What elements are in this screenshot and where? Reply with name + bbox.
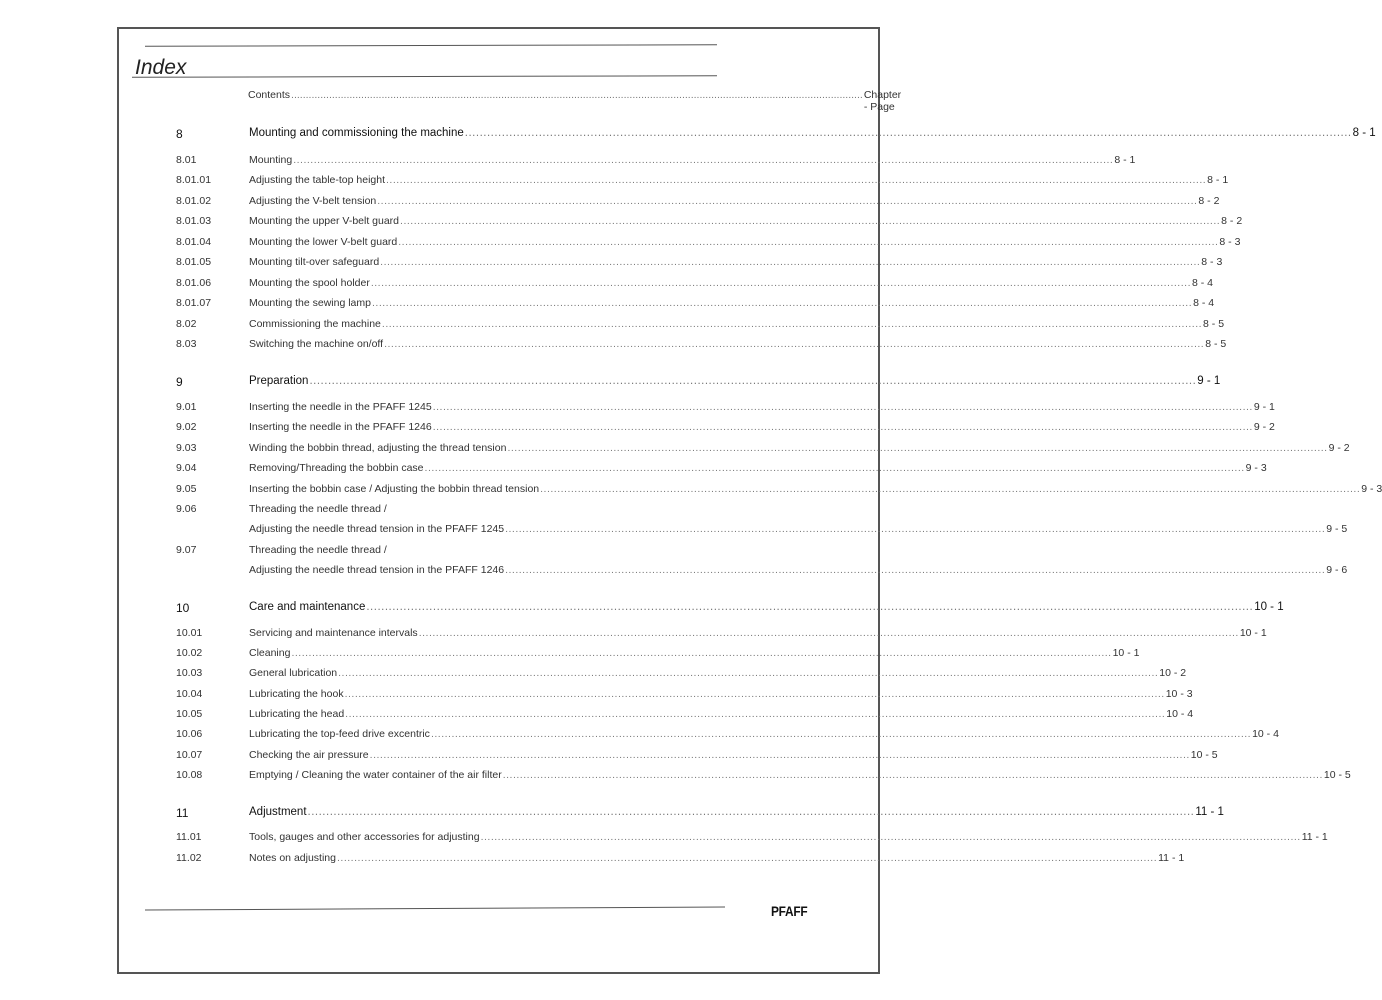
section-number: 11 xyxy=(176,806,189,820)
toc-line xyxy=(249,749,1218,761)
toc-line xyxy=(249,154,1136,166)
page-reference: 10 - 4 xyxy=(1252,728,1279,740)
section-number: 9.06 xyxy=(176,503,197,515)
section-title: Threading the needle thread / xyxy=(249,544,387,556)
leader-dots xyxy=(465,127,1352,139)
page-reference: 8 - 5 xyxy=(1203,318,1225,330)
toc-line xyxy=(249,338,1227,350)
leader-dots xyxy=(345,688,1165,700)
leader-dots xyxy=(338,667,1158,679)
page-reference: 10 - 2 xyxy=(1159,667,1187,679)
leader-dots xyxy=(309,375,1196,387)
section-title: Checking the air pressure xyxy=(249,749,369,761)
page-reference: 8 - 4 xyxy=(1191,277,1213,289)
page-reference: 8 - 2 xyxy=(1198,195,1220,207)
page-reference: 9 - 3 xyxy=(1361,483,1382,495)
toc-line xyxy=(249,647,1140,659)
leader-dots xyxy=(505,564,1325,576)
section-title: Winding the bobbin thread, adjusting the thread tension xyxy=(249,442,507,454)
page-reference: 9 - 1 xyxy=(1253,401,1275,413)
leader-dots xyxy=(291,647,1111,659)
toc-line xyxy=(249,174,1229,186)
section-title: Adjusting the needle thread tension in the PFAFF 1245 xyxy=(249,523,505,535)
leader-dots xyxy=(370,749,1190,761)
section-number: 8.01.06 xyxy=(176,277,212,289)
section-number: 10.03 xyxy=(176,667,203,679)
page-reference: 10 - 3 xyxy=(1165,688,1193,700)
section-title: Mounting the lower V-belt guard xyxy=(249,236,398,248)
section-number: 8.01 xyxy=(176,154,197,166)
section-title: Mounting tilt-over safeguard xyxy=(249,256,380,268)
leader-dots xyxy=(384,338,1204,350)
leader-dots xyxy=(400,215,1220,227)
section-number: 9.02 xyxy=(176,421,197,433)
leader-dots xyxy=(293,154,1113,166)
section-number: 8.02 xyxy=(176,318,197,330)
chapter-page-label: Chapter - Page xyxy=(863,89,902,113)
section-title: General lubrication xyxy=(249,667,338,679)
toc-line xyxy=(249,564,1348,576)
section-title: Emptying / Cleaning the water container of the air filter xyxy=(249,769,502,781)
page-reference: 9 - 3 xyxy=(1245,462,1267,474)
section-number: 8.01.03 xyxy=(176,215,212,227)
toc-line xyxy=(249,852,1185,864)
toc-line xyxy=(249,483,1382,495)
section-number: 9.04 xyxy=(176,462,197,474)
section-number: 10 xyxy=(176,601,190,615)
section-title: Mounting the sewing lamp xyxy=(249,297,371,309)
leader-dots xyxy=(345,708,1165,720)
section-title: Mounting the upper V-belt guard xyxy=(249,215,400,227)
section-number: 8.01.05 xyxy=(176,256,212,268)
leader-dots xyxy=(398,236,1218,248)
toc-line xyxy=(249,297,1215,309)
toc-line xyxy=(249,831,1328,843)
toc-line xyxy=(249,728,1279,740)
leader-dots xyxy=(308,806,1195,818)
toc-line xyxy=(249,544,703,556)
page-reference: 10 - 1 xyxy=(1112,647,1140,659)
section-title: Tools, gauges and other accessories for adjusting xyxy=(249,831,480,843)
page-reference: 10 - 1 xyxy=(1254,601,1284,613)
toc-line xyxy=(249,708,1194,720)
toc-line xyxy=(249,601,1284,613)
section-number: 8 xyxy=(176,127,183,141)
section-number: 10.04 xyxy=(176,688,203,700)
page-reference: 8 - 1 xyxy=(1114,154,1136,166)
toc-line xyxy=(249,401,1275,413)
section-title: Adjustment xyxy=(249,806,307,818)
page-reference: 9 - 2 xyxy=(1253,421,1275,433)
toc-line xyxy=(249,442,1350,454)
section-title: Inserting the bobbin case / Adjusting the bobbin thread tension xyxy=(249,483,540,495)
toc-line xyxy=(249,627,1267,639)
toc-line xyxy=(249,318,1225,330)
section-title: Threading the needle thread / xyxy=(249,503,387,515)
section-title: Mounting and commissioning the machine xyxy=(249,127,464,139)
section-title: Lubricating the head xyxy=(249,708,345,720)
toc-line xyxy=(249,806,1224,818)
section-number: 10.07 xyxy=(176,749,203,761)
section-number: 8.01.01 xyxy=(176,174,212,186)
page-reference: 8 - 2 xyxy=(1221,215,1243,227)
toc-line xyxy=(249,503,703,515)
page-reference: 8 - 3 xyxy=(1201,256,1223,268)
page-reference: 8 - 1 xyxy=(1352,127,1376,139)
section-number: 10.05 xyxy=(176,708,203,720)
page-reference: 9 - 1 xyxy=(1197,375,1221,387)
page-reference: 8 - 5 xyxy=(1205,338,1227,350)
section-title: Preparation xyxy=(249,375,309,387)
contents-label: Contents xyxy=(248,89,291,101)
page-title: Index xyxy=(135,56,187,79)
leader-dots xyxy=(433,401,1253,413)
leader-dots xyxy=(425,462,1245,474)
leader-dots xyxy=(433,421,1253,433)
page-reference: 10 - 5 xyxy=(1323,769,1351,781)
section-number: 9.01 xyxy=(176,401,197,413)
leader-dots xyxy=(419,627,1239,639)
toc-line xyxy=(249,215,1243,227)
section-number: 8.03 xyxy=(176,338,197,350)
section-title: Adjusting the V-belt tension xyxy=(249,195,377,207)
toc-line xyxy=(249,375,1221,387)
pfaff-logo: PFAFF xyxy=(771,903,808,919)
page-reference: 10 - 5 xyxy=(1190,749,1218,761)
toc-line xyxy=(249,277,1213,289)
section-number: 10.08 xyxy=(176,769,203,781)
section-title: Inserting the needle in the PFAFF 1246 xyxy=(249,421,432,433)
page-reference: 11 - 1 xyxy=(1158,852,1185,864)
section-number: 8.01.04 xyxy=(176,236,212,248)
section-number: 11.02 xyxy=(176,852,202,864)
leader-dots xyxy=(382,318,1202,330)
toc-line xyxy=(249,127,1376,139)
section-title: Inserting the needle in the PFAFF 1245 xyxy=(249,401,432,413)
leader-dots xyxy=(377,195,1197,207)
section-number: 9.07 xyxy=(176,544,197,556)
leader-dots: .................................................................................................................................................................................................... xyxy=(291,89,863,101)
leader-dots xyxy=(431,728,1251,740)
toc-line xyxy=(249,462,1267,474)
leader-dots xyxy=(372,297,1192,309)
leader-dots xyxy=(507,442,1327,454)
section-title: Care and maintenance xyxy=(249,601,366,613)
section-number: 10.06 xyxy=(176,728,203,740)
leader-dots xyxy=(505,523,1325,535)
leader-dots xyxy=(540,483,1360,495)
section-number: 8.01.02 xyxy=(176,195,212,207)
toc-line xyxy=(249,523,1348,535)
leader-dots xyxy=(386,174,1206,186)
leader-dots xyxy=(481,831,1301,843)
section-title: Cleaning xyxy=(249,647,291,659)
page-reference: 11 - 1 xyxy=(1301,831,1328,843)
toc-line xyxy=(249,195,1220,207)
toc-line xyxy=(249,667,1187,679)
section-title: Adjusting the table-top height xyxy=(249,174,386,186)
page-reference: 9 - 6 xyxy=(1326,564,1348,576)
page-reference: 8 - 1 xyxy=(1207,174,1229,186)
page-reference: 10 - 1 xyxy=(1239,627,1267,639)
leader-dots xyxy=(366,601,1253,613)
page-reference: 8 - 3 xyxy=(1219,236,1241,248)
section-title: Mounting xyxy=(249,154,293,166)
section-title: Notes on adjusting xyxy=(249,852,336,864)
section-title: Lubricating the top-feed drive excentric xyxy=(249,728,430,740)
section-title: Mounting the spool holder xyxy=(249,277,370,289)
toc-line xyxy=(249,769,1351,781)
section-number: 9 xyxy=(176,375,183,389)
section-number: 9.05 xyxy=(176,483,197,495)
leader-dots xyxy=(380,256,1200,268)
section-title: Adjusting the needle thread tension in the PFAFF 1246 xyxy=(249,564,505,576)
toc-line xyxy=(249,256,1223,268)
section-number: 9.03 xyxy=(176,442,197,454)
page-reference: 10 - 4 xyxy=(1166,708,1194,720)
leader-dots xyxy=(503,769,1323,781)
section-number: 11.01 xyxy=(176,831,202,843)
section-number: 10.02 xyxy=(176,647,203,659)
page-reference: 11 - 1 xyxy=(1195,806,1224,818)
toc-line xyxy=(249,421,1275,433)
section-title: Servicing and maintenance intervals xyxy=(249,627,418,639)
toc-line xyxy=(249,688,1193,700)
toc-line xyxy=(249,236,1241,248)
section-title: Switching the machine on/off xyxy=(249,338,384,350)
page-reference: 9 - 2 xyxy=(1328,442,1350,454)
leader-dots xyxy=(371,277,1191,289)
section-number: 8.01.07 xyxy=(176,297,212,309)
contents-header xyxy=(248,89,902,113)
page-reference: 9 - 5 xyxy=(1326,523,1348,535)
section-title: Removing/Threading the bobbin case xyxy=(249,462,424,474)
page-reference: 8 - 4 xyxy=(1193,297,1215,309)
leader-dots xyxy=(337,852,1157,864)
section-title: Commissioning the machine xyxy=(249,318,381,330)
section-number: 10.01 xyxy=(176,627,203,639)
section-title: Lubricating the hook xyxy=(249,688,344,700)
